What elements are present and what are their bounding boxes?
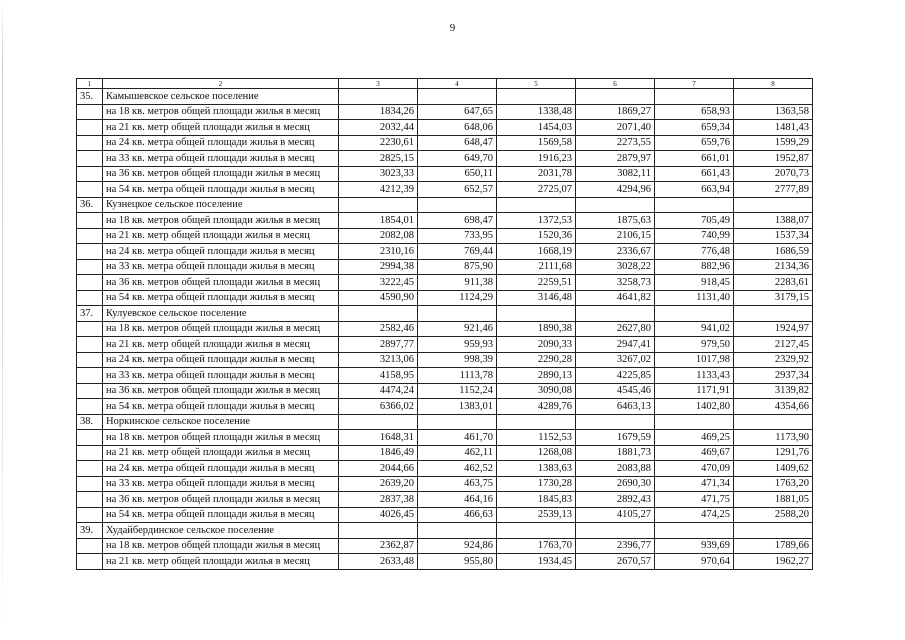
empty-index-cell xyxy=(77,135,103,151)
table-row xyxy=(77,135,813,151)
value-cell: 2879,97 xyxy=(576,151,655,167)
empty-index-cell xyxy=(77,554,103,570)
value-cell: 1173,90 xyxy=(734,430,813,446)
empty-cell xyxy=(339,306,418,322)
value-cell: 1481,43 xyxy=(734,120,813,136)
value-cell: 1113,78 xyxy=(418,368,497,384)
empty-cell xyxy=(497,306,576,322)
value-cell: 1372,53 xyxy=(497,213,576,229)
value-cell: 1763,20 xyxy=(734,476,813,492)
value-cell: 875,90 xyxy=(418,259,497,275)
value-cell: 2890,13 xyxy=(497,368,576,384)
value-cell: 2633,48 xyxy=(339,554,418,570)
column-number-row xyxy=(77,79,813,89)
value-cell: 469,67 xyxy=(655,445,734,461)
row-label: на 33 кв. метра общей площади жилья в месяц xyxy=(103,259,339,275)
table-row xyxy=(77,430,813,446)
value-cell: 1686,59 xyxy=(734,244,813,260)
section-index: 39. xyxy=(77,523,103,539)
value-cell: 2259,51 xyxy=(497,275,576,291)
value-cell: 705,49 xyxy=(655,213,734,229)
value-cell: 4105,27 xyxy=(576,507,655,523)
value-cell: 1454,03 xyxy=(497,120,576,136)
column-number: 4 xyxy=(418,79,497,89)
empty-cell xyxy=(339,414,418,430)
value-cell: 2539,13 xyxy=(497,507,576,523)
value-cell: 2396,77 xyxy=(576,538,655,554)
value-cell: 698,47 xyxy=(418,213,497,229)
value-cell: 776,48 xyxy=(655,244,734,260)
value-cell: 661,43 xyxy=(655,166,734,182)
empty-cell xyxy=(418,414,497,430)
empty-cell xyxy=(655,89,734,105)
row-label: на 21 кв. метр общей площади жилья в месяц xyxy=(103,228,339,244)
empty-index-cell xyxy=(77,352,103,368)
value-cell: 1537,34 xyxy=(734,228,813,244)
row-label: на 24 кв. метра общей площади жилья в месяц xyxy=(103,135,339,151)
row-label: на 21 кв. метр общей площади жилья в месяц xyxy=(103,337,339,353)
value-cell: 2994,38 xyxy=(339,259,418,275)
row-label: на 33 кв. метра общей площади жилья в месяц xyxy=(103,151,339,167)
section-header-row xyxy=(77,414,813,430)
value-cell: 3028,22 xyxy=(576,259,655,275)
value-cell: 2070,73 xyxy=(734,166,813,182)
empty-cell xyxy=(418,306,497,322)
value-cell: 1388,07 xyxy=(734,213,813,229)
value-cell: 647,65 xyxy=(418,104,497,120)
empty-cell xyxy=(576,523,655,539)
empty-index-cell xyxy=(77,166,103,182)
value-cell: 2639,20 xyxy=(339,476,418,492)
empty-cell xyxy=(655,306,734,322)
value-cell: 2310,16 xyxy=(339,244,418,260)
section-header-row xyxy=(77,523,813,539)
value-cell: 1875,63 xyxy=(576,213,655,229)
value-cell: 1291,76 xyxy=(734,445,813,461)
empty-index-cell xyxy=(77,383,103,399)
empty-index-cell xyxy=(77,445,103,461)
row-label: на 21 кв. метр общей площади жилья в месяц xyxy=(103,445,339,461)
row-label: на 36 кв. метров общей площади жилья в месяц xyxy=(103,275,339,291)
tariff-table xyxy=(76,78,813,570)
value-cell: 1133,43 xyxy=(655,368,734,384)
value-cell: 1924,97 xyxy=(734,321,813,337)
empty-cell xyxy=(655,414,734,430)
empty-index-cell xyxy=(77,213,103,229)
value-cell: 1171,91 xyxy=(655,383,734,399)
value-cell: 3082,11 xyxy=(576,166,655,182)
value-cell: 650,11 xyxy=(418,166,497,182)
value-cell: 2106,15 xyxy=(576,228,655,244)
value-cell: 2111,68 xyxy=(497,259,576,275)
table-row xyxy=(77,244,813,260)
value-cell: 1846,49 xyxy=(339,445,418,461)
value-cell: 959,93 xyxy=(418,337,497,353)
value-cell: 2230,61 xyxy=(339,135,418,151)
value-cell: 921,46 xyxy=(418,321,497,337)
table-row xyxy=(77,383,813,399)
value-cell: 2690,30 xyxy=(576,476,655,492)
row-label: на 18 кв. метров общей площади жилья в месяц xyxy=(103,321,339,337)
value-cell: 1869,27 xyxy=(576,104,655,120)
section-index: 37. xyxy=(77,306,103,322)
value-cell: 740,99 xyxy=(655,228,734,244)
value-cell: 464,16 xyxy=(418,492,497,508)
row-label: на 18 кв. метров общей площади жилья в месяц xyxy=(103,538,339,554)
row-label: на 36 кв. метров общей площади жилья в месяц xyxy=(103,492,339,508)
value-cell: 4026,45 xyxy=(339,507,418,523)
value-cell: 2670,57 xyxy=(576,554,655,570)
row-label: на 36 кв. метров общей площади жилья в месяц xyxy=(103,383,339,399)
value-cell: 3023,33 xyxy=(339,166,418,182)
value-cell: 2273,55 xyxy=(576,135,655,151)
value-cell: 3258,73 xyxy=(576,275,655,291)
value-cell: 939,69 xyxy=(655,538,734,554)
table-row xyxy=(77,290,813,306)
value-cell: 462,52 xyxy=(418,461,497,477)
empty-cell xyxy=(339,89,418,105)
empty-index-cell xyxy=(77,492,103,508)
row-label: на 24 кв. метра общей площади жилья в месяц xyxy=(103,352,339,368)
table-row xyxy=(77,399,813,415)
value-cell: 2127,45 xyxy=(734,337,813,353)
value-cell: 1363,58 xyxy=(734,104,813,120)
value-cell: 2329,92 xyxy=(734,352,813,368)
value-cell: 4354,66 xyxy=(734,399,813,415)
empty-cell xyxy=(576,197,655,213)
empty-cell xyxy=(734,197,813,213)
row-label: на 33 кв. метра общей площади жилья в месяц xyxy=(103,476,339,492)
value-cell: 1962,27 xyxy=(734,554,813,570)
empty-index-cell xyxy=(77,228,103,244)
column-number: 3 xyxy=(339,79,418,89)
empty-index-cell xyxy=(77,259,103,275)
value-cell: 4225,85 xyxy=(576,368,655,384)
empty-cell xyxy=(655,523,734,539)
empty-index-cell xyxy=(77,120,103,136)
value-cell: 2336,67 xyxy=(576,244,655,260)
value-cell: 1890,38 xyxy=(497,321,576,337)
empty-index-cell xyxy=(77,337,103,353)
value-cell: 471,75 xyxy=(655,492,734,508)
value-cell: 2090,33 xyxy=(497,337,576,353)
section-title: Норкинское сельское поселение xyxy=(103,414,339,430)
empty-index-cell xyxy=(77,507,103,523)
value-cell: 769,44 xyxy=(418,244,497,260)
column-number: 8 xyxy=(734,79,813,89)
value-cell: 1916,23 xyxy=(497,151,576,167)
empty-index-cell xyxy=(77,275,103,291)
section-index: 35. xyxy=(77,89,103,105)
value-cell: 4289,76 xyxy=(497,399,576,415)
table-row xyxy=(77,182,813,198)
row-label: на 54 кв. метра общей площади жилья в месяц xyxy=(103,399,339,415)
table-row xyxy=(77,352,813,368)
value-cell: 2032,44 xyxy=(339,120,418,136)
value-cell: 2283,61 xyxy=(734,275,813,291)
table-row xyxy=(77,213,813,229)
value-cell: 3222,45 xyxy=(339,275,418,291)
value-cell: 2134,36 xyxy=(734,259,813,275)
value-cell: 466,63 xyxy=(418,507,497,523)
table-body xyxy=(77,79,813,570)
value-cell: 2588,20 xyxy=(734,507,813,523)
row-label: на 18 кв. метров общей площади жилья в месяц xyxy=(103,430,339,446)
row-label: на 54 кв. метра общей площади жилья в месяц xyxy=(103,182,339,198)
value-cell: 3267,02 xyxy=(576,352,655,368)
value-cell: 1152,24 xyxy=(418,383,497,399)
empty-cell xyxy=(576,414,655,430)
value-cell: 998,39 xyxy=(418,352,497,368)
row-label: на 54 кв. метра общей площади жилья в месяц xyxy=(103,507,339,523)
value-cell: 471,34 xyxy=(655,476,734,492)
section-index: 36. xyxy=(77,197,103,213)
table-row xyxy=(77,166,813,182)
section-header-row xyxy=(77,306,813,322)
empty-index-cell xyxy=(77,182,103,198)
empty-cell xyxy=(497,197,576,213)
empty-cell xyxy=(734,89,813,105)
row-label: на 54 кв. метра общей площади жилья в месяц xyxy=(103,290,339,306)
table-row xyxy=(77,538,813,554)
empty-cell xyxy=(655,197,734,213)
table-row xyxy=(77,492,813,508)
value-cell: 4158,95 xyxy=(339,368,418,384)
value-cell: 1789,66 xyxy=(734,538,813,554)
table-row xyxy=(77,228,813,244)
value-cell: 659,76 xyxy=(655,135,734,151)
value-cell: 469,25 xyxy=(655,430,734,446)
value-cell: 918,45 xyxy=(655,275,734,291)
value-cell: 882,96 xyxy=(655,259,734,275)
empty-cell xyxy=(576,89,655,105)
empty-cell xyxy=(734,306,813,322)
row-label: на 21 кв. метр общей площади жилья в месяц xyxy=(103,554,339,570)
row-label: на 36 кв. метров общей площади жилья в месяц xyxy=(103,166,339,182)
table-row xyxy=(77,151,813,167)
empty-index-cell xyxy=(77,538,103,554)
value-cell: 2083,88 xyxy=(576,461,655,477)
row-label: на 18 кв. метров общей площади жилья в месяц xyxy=(103,213,339,229)
empty-index-cell xyxy=(77,151,103,167)
empty-cell xyxy=(339,523,418,539)
empty-index-cell xyxy=(77,368,103,384)
value-cell: 924,86 xyxy=(418,538,497,554)
value-cell: 658,93 xyxy=(655,104,734,120)
column-number: 1 xyxy=(77,79,103,89)
value-cell: 1845,83 xyxy=(497,492,576,508)
empty-cell xyxy=(497,89,576,105)
value-cell: 1338,48 xyxy=(497,104,576,120)
value-cell: 1383,63 xyxy=(497,461,576,477)
row-label: на 24 кв. метра общей площади жилья в месяц xyxy=(103,244,339,260)
value-cell: 955,80 xyxy=(418,554,497,570)
value-cell: 3146,48 xyxy=(497,290,576,306)
empty-index-cell xyxy=(77,399,103,415)
scan-margin-shadow xyxy=(2,0,3,640)
value-cell: 3179,15 xyxy=(734,290,813,306)
value-cell: 648,06 xyxy=(418,120,497,136)
value-cell: 1383,01 xyxy=(418,399,497,415)
row-label: на 33 кв. метра общей площади жилья в месяц xyxy=(103,368,339,384)
value-cell: 1152,53 xyxy=(497,430,576,446)
value-cell: 1131,40 xyxy=(655,290,734,306)
empty-cell xyxy=(497,414,576,430)
empty-index-cell xyxy=(77,290,103,306)
value-cell: 1730,28 xyxy=(497,476,576,492)
value-cell: 4641,82 xyxy=(576,290,655,306)
empty-cell xyxy=(497,523,576,539)
value-cell: 2071,40 xyxy=(576,120,655,136)
table-row xyxy=(77,554,813,570)
table-row xyxy=(77,507,813,523)
section-index: 38. xyxy=(77,414,103,430)
value-cell: 1599,29 xyxy=(734,135,813,151)
value-cell: 2725,07 xyxy=(497,182,576,198)
value-cell: 661,01 xyxy=(655,151,734,167)
empty-cell xyxy=(576,306,655,322)
value-cell: 3213,06 xyxy=(339,352,418,368)
empty-index-cell xyxy=(77,244,103,260)
value-cell: 652,57 xyxy=(418,182,497,198)
empty-cell xyxy=(734,523,813,539)
empty-cell xyxy=(339,197,418,213)
value-cell: 2897,77 xyxy=(339,337,418,353)
value-cell: 2947,41 xyxy=(576,337,655,353)
value-cell: 463,75 xyxy=(418,476,497,492)
column-number: 6 xyxy=(576,79,655,89)
value-cell: 6366,02 xyxy=(339,399,418,415)
value-cell: 470,09 xyxy=(655,461,734,477)
value-cell: 2582,46 xyxy=(339,321,418,337)
value-cell: 2290,28 xyxy=(497,352,576,368)
value-cell: 1881,05 xyxy=(734,492,813,508)
row-label: на 18 кв. метров общей площади жилья в месяц xyxy=(103,104,339,120)
empty-index-cell xyxy=(77,104,103,120)
empty-index-cell xyxy=(77,321,103,337)
value-cell: 1124,29 xyxy=(418,290,497,306)
table-row xyxy=(77,445,813,461)
value-cell: 2937,34 xyxy=(734,368,813,384)
value-cell: 2031,78 xyxy=(497,166,576,182)
page-number: 9 xyxy=(449,22,456,34)
value-cell: 1268,08 xyxy=(497,445,576,461)
value-cell: 3139,82 xyxy=(734,383,813,399)
value-cell: 1409,62 xyxy=(734,461,813,477)
value-cell: 1017,98 xyxy=(655,352,734,368)
value-cell: 659,34 xyxy=(655,120,734,136)
value-cell: 1834,26 xyxy=(339,104,418,120)
section-header-row xyxy=(77,89,813,105)
table-row xyxy=(77,275,813,291)
value-cell: 2627,80 xyxy=(576,321,655,337)
value-cell: 1569,58 xyxy=(497,135,576,151)
column-number: 2 xyxy=(103,79,339,89)
value-cell: 1881,73 xyxy=(576,445,655,461)
value-cell: 941,02 xyxy=(655,321,734,337)
table-row xyxy=(77,104,813,120)
value-cell: 4545,46 xyxy=(576,383,655,399)
value-cell: 461,70 xyxy=(418,430,497,446)
value-cell: 4474,24 xyxy=(339,383,418,399)
section-title: Камышевское сельское поселение xyxy=(103,89,339,105)
value-cell: 911,38 xyxy=(418,275,497,291)
value-cell: 1648,31 xyxy=(339,430,418,446)
value-cell: 1952,87 xyxy=(734,151,813,167)
empty-index-cell xyxy=(77,461,103,477)
value-cell: 2825,15 xyxy=(339,151,418,167)
empty-cell xyxy=(418,89,497,105)
table-row xyxy=(77,337,813,353)
row-label: на 24 кв. метра общей площади жилья в месяц xyxy=(103,461,339,477)
value-cell: 1520,36 xyxy=(497,228,576,244)
column-number: 5 xyxy=(497,79,576,89)
row-label: на 21 кв. метр общей площади жилья в месяц xyxy=(103,120,339,136)
value-cell: 3090,08 xyxy=(497,383,576,399)
value-cell: 1668,19 xyxy=(497,244,576,260)
value-cell: 2837,38 xyxy=(339,492,418,508)
empty-index-cell xyxy=(77,430,103,446)
empty-index-cell xyxy=(77,476,103,492)
value-cell: 970,64 xyxy=(655,554,734,570)
value-cell: 1854,01 xyxy=(339,213,418,229)
column-number: 7 xyxy=(655,79,734,89)
value-cell: 2082,08 xyxy=(339,228,418,244)
empty-cell xyxy=(734,414,813,430)
value-cell: 2362,87 xyxy=(339,538,418,554)
empty-cell xyxy=(418,523,497,539)
section-header-row xyxy=(77,197,813,213)
section-title: Кулуевское сельское поселение xyxy=(103,306,339,322)
value-cell: 462,11 xyxy=(418,445,497,461)
table-row xyxy=(77,368,813,384)
table-row xyxy=(77,120,813,136)
table-row xyxy=(77,259,813,275)
value-cell: 648,47 xyxy=(418,135,497,151)
section-title: Кузнецкое сельское поселение xyxy=(103,197,339,213)
section-title: Худайбердинское сельское поселение xyxy=(103,523,339,539)
empty-cell xyxy=(418,197,497,213)
value-cell: 6463,13 xyxy=(576,399,655,415)
value-cell: 1679,59 xyxy=(576,430,655,446)
value-cell: 4294,96 xyxy=(576,182,655,198)
value-cell: 1763,70 xyxy=(497,538,576,554)
value-cell: 4212,39 xyxy=(339,182,418,198)
value-cell: 2044,66 xyxy=(339,461,418,477)
value-cell: 733,95 xyxy=(418,228,497,244)
value-cell: 979,50 xyxy=(655,337,734,353)
value-cell: 4590,90 xyxy=(339,290,418,306)
value-cell: 1402,80 xyxy=(655,399,734,415)
value-cell: 474,25 xyxy=(655,507,734,523)
value-cell: 663,94 xyxy=(655,182,734,198)
value-cell: 2777,89 xyxy=(734,182,813,198)
table-row xyxy=(77,321,813,337)
value-cell: 1934,45 xyxy=(497,554,576,570)
value-cell: 649,70 xyxy=(418,151,497,167)
table-row xyxy=(77,461,813,477)
table-row xyxy=(77,476,813,492)
value-cell: 2892,43 xyxy=(576,492,655,508)
